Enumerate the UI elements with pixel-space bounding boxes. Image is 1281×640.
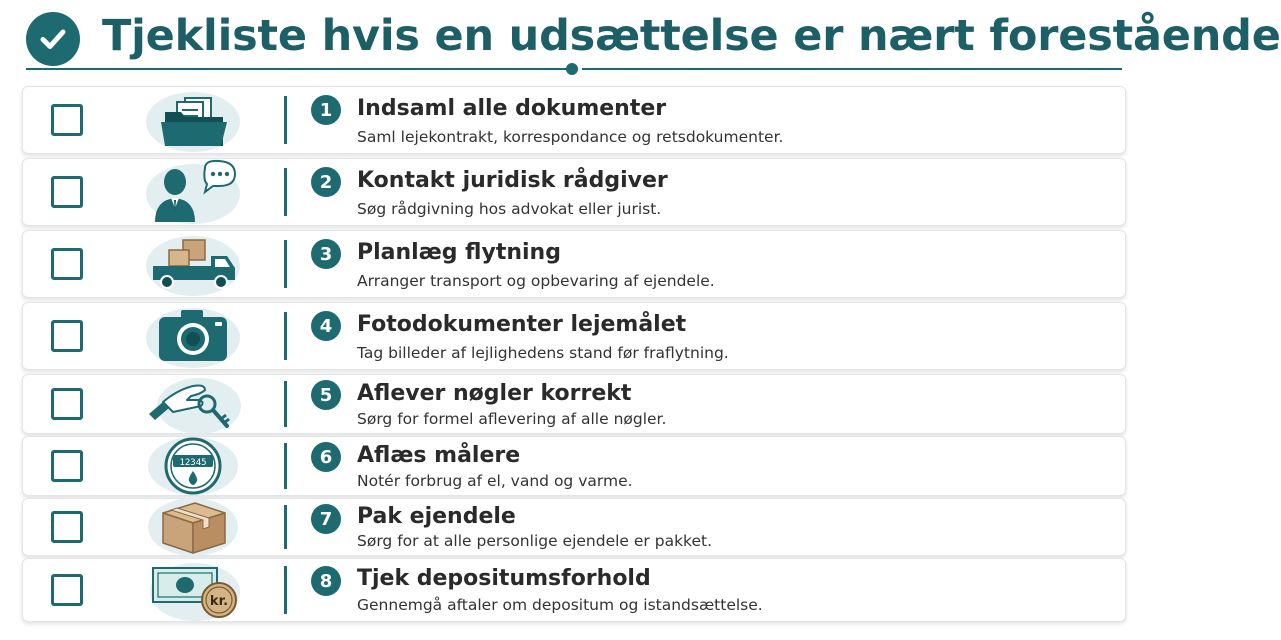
title-divider-dot (566, 63, 578, 75)
item-description: Søg rådgivning hos advokat eller jurist. (357, 200, 662, 218)
advisor-chat-icon (143, 162, 243, 222)
checkbox-item-6[interactable] (51, 450, 83, 482)
checkbox-item-2[interactable] (51, 176, 83, 208)
title-divider-left (26, 68, 566, 70)
step-number: 6 (311, 442, 341, 472)
checklist-item-8 (22, 558, 1126, 622)
row-divider (284, 505, 287, 549)
item-title: Aflever nøgler korrekt (357, 381, 632, 406)
page-title: Tjekliste hvis en udsættelse er nært forestående (102, 11, 1281, 61)
moving-truck-icon (143, 234, 243, 294)
item-title: Kontakt juridisk rådgiver (357, 168, 668, 193)
folder-documents-icon (143, 90, 243, 150)
row-divider (284, 566, 287, 614)
step-number: 5 (311, 380, 341, 410)
step-number: 4 (311, 311, 341, 341)
item-title: Indsaml alle dokumenter (357, 96, 667, 121)
hand-key-icon (143, 374, 243, 434)
checkbox-item-8[interactable] (51, 574, 83, 606)
checkbox-item-5[interactable] (51, 388, 83, 420)
money-coin-icon (143, 560, 243, 620)
checklist-item-1 (22, 86, 1126, 154)
checklist-item-4 (22, 302, 1126, 370)
row-divider (284, 168, 287, 216)
step-number: 7 (311, 504, 341, 534)
checkbox-item-3[interactable] (51, 248, 83, 280)
step-number: 1 (311, 95, 341, 125)
item-description: Arranger transport og opbevaring af ejendele. (357, 272, 715, 290)
step-number: 3 (311, 239, 341, 269)
checklist-item-3 (22, 230, 1126, 298)
item-title: Tjek depositumsforhold (357, 566, 651, 591)
row-divider (284, 240, 287, 288)
header (0, 0, 1281, 80)
checkbox-item-1[interactable] (51, 104, 83, 136)
item-description: Sørg for at alle personlige ejendele er pakket. (357, 532, 713, 550)
checklist-item-7 (22, 498, 1126, 556)
title-divider-right (582, 68, 1122, 70)
check-circle-icon (26, 12, 80, 66)
item-title: Planlæg flytning (357, 240, 561, 265)
checklist-item-5 (22, 374, 1126, 434)
item-description: Tag billeder af lejlighedens stand før fraflytning. (357, 344, 729, 362)
row-divider (284, 443, 287, 489)
item-description: Sørg for formel aflevering af alle nøgler. (357, 410, 667, 428)
meter-reading: 12345 (179, 458, 207, 468)
item-title: Pak ejendele (357, 504, 516, 529)
step-number: 8 (311, 566, 341, 596)
checkbox-item-4[interactable] (51, 320, 83, 352)
item-title: Aflæs målere (357, 443, 521, 468)
row-divider (284, 381, 287, 427)
item-description: Gennemgå aftaler om depositum og istandsættelse. (357, 596, 763, 614)
checkbox-item-7[interactable] (51, 511, 83, 543)
checklist-item-2 (22, 158, 1126, 226)
item-description: Saml lejekontrakt, korrespondance og retsdokumenter. (357, 128, 784, 146)
checklist-item-6 (22, 436, 1126, 496)
item-description: Notér forbrug af el, vand og varme. (357, 472, 633, 490)
camera-icon (143, 306, 243, 366)
row-divider (284, 96, 287, 144)
step-number: 2 (311, 167, 341, 197)
row-divider (284, 312, 287, 360)
meter-icon (143, 436, 243, 496)
cardboard-box-icon (143, 497, 243, 557)
coin-label: kr. (209, 594, 229, 609)
item-title: Fotodokumenter lejemålet (357, 312, 687, 337)
